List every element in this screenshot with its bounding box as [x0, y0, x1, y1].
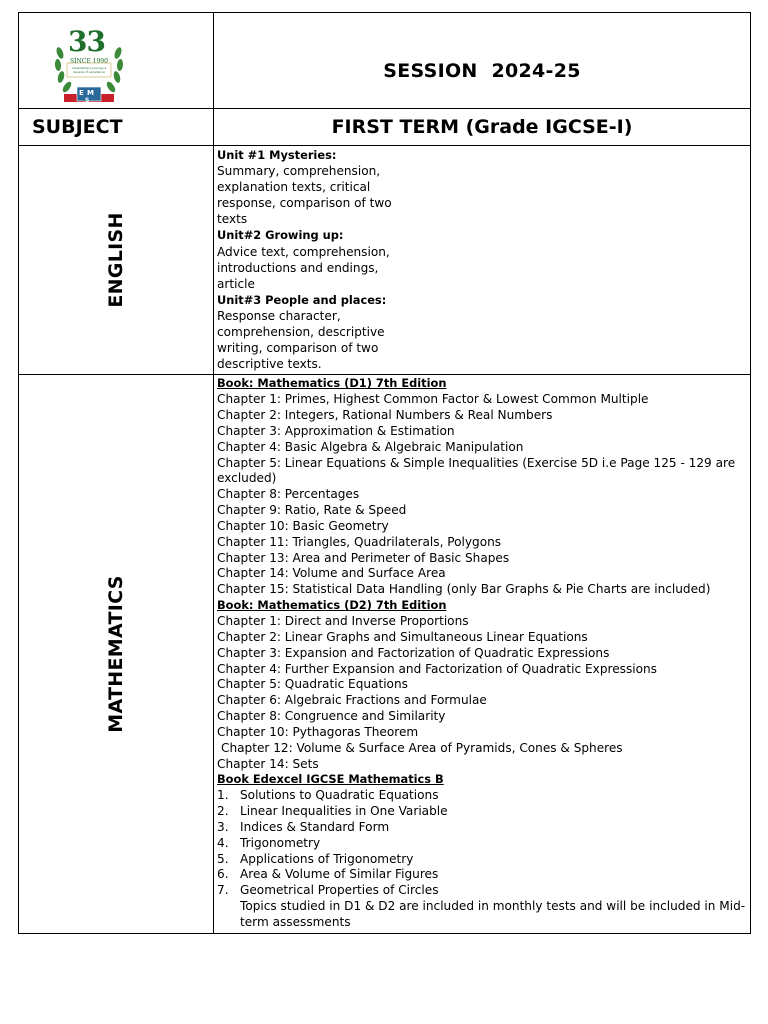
list-item [217, 836, 748, 852]
item-text: Area & Volume of Similar Figures [240, 867, 439, 882]
item-text: Solutions to Quadratic Equations [240, 788, 439, 803]
item-number: 5. [217, 851, 229, 866]
english-subject-cell [19, 146, 214, 375]
mathematics-label: MATHEMATICS [105, 575, 127, 733]
chapter-item: Chapter 2: Integers, Rational Numbers & Real Numbers [217, 408, 553, 422]
mathematics-row [19, 375, 751, 934]
item-number: 7. [217, 883, 229, 898]
english-label: ENGLISH [105, 212, 127, 308]
item-text: Geometrical Properties of Circles [240, 883, 439, 898]
unit-line: Summary, comprehension, [217, 164, 381, 179]
d2-chapter-list [217, 614, 748, 772]
unit-line: Advice text, comprehension, [217, 244, 390, 259]
unit-line: article [217, 276, 255, 291]
chapter-item: Chapter 6: Algebraic Fractions and Formulae [217, 693, 487, 708]
logo-cell [19, 13, 214, 109]
item-number: 1. [217, 788, 229, 803]
session-cell [214, 13, 751, 109]
unit-line: Response character, [217, 308, 341, 323]
book-title-d1: Book: Mathematics (D1) 7th Edition [217, 376, 447, 391]
chapter-item: Chapter 8: Percentages [217, 487, 360, 502]
logo-letter-s: S [85, 97, 90, 104]
logo-since: SINCE 1990 [70, 58, 108, 65]
english-unit-3 [217, 292, 407, 372]
chapter-item: Chapter 15: Statistical Data Handling (only Bar Graphs & Pie Charts are included) [217, 582, 711, 597]
chapter-item: Chapter 10: Basic Geometry [217, 518, 389, 533]
unit-title: Unit#2 Growing up: [217, 228, 344, 243]
english-unit-1 [217, 147, 407, 227]
item-text: Indices & Standard Form [240, 819, 390, 834]
logo-tagline: celebrating a journey a decade of excellence [71, 67, 107, 74]
chapter-item: Chapter 3: Expansion and Factorization of Quadratic Expressions [217, 645, 610, 660]
chapter-item: Chapter 1: Direct and Inverse Proportions [217, 613, 469, 628]
title-row [19, 13, 751, 109]
item-number: 6. [217, 867, 229, 882]
list-item [217, 867, 748, 883]
chapter-item: Chapter 2: Linear Graphs and Simultaneous Linear Equations [217, 629, 588, 644]
unit-line: descriptive texts. [217, 357, 322, 372]
logo-letter-e: E [79, 89, 84, 97]
edexcel-topic-list [217, 788, 748, 931]
list-item [217, 852, 748, 868]
chapter-item: Chapter 14: Volume and Surface Area [217, 566, 446, 581]
unit-line: texts [217, 212, 248, 227]
chapter-item: Chapter 14: Sets [217, 756, 319, 771]
chapter-item: Chapter 4: Basic Algebra & Algebraic Manipulation [217, 439, 524, 454]
header-row [19, 109, 751, 146]
unit-line: comprehension, descriptive [217, 325, 385, 340]
book-title-d2: Book: Mathematics (D2) 7th Edition [217, 598, 447, 613]
list-item [217, 804, 748, 820]
chapter-item: Chapter 5: Quadratic Equations [217, 677, 408, 692]
session-title: SESSION 2024-25 [383, 59, 581, 82]
unit-line: explanation texts, critical [217, 180, 371, 195]
list-item [217, 788, 748, 804]
chapter-item: Chapter 9: Ratio, Rate & Speed [217, 503, 407, 518]
chapter-item: Chapter 13: Area and Perimeter of Basic Shapes [217, 550, 510, 565]
unit-line: response, comparison of two [217, 196, 392, 211]
chapter-item: Chapter 8: Congruence and Similarity [217, 709, 446, 724]
chapter-item: Chapter 5: Linear Equations & Simple Inequalities (Exercise 5D i.e Page 125 - 129 are [217, 455, 736, 470]
logo-number: 33 [68, 25, 105, 58]
item-number: 2. [217, 804, 229, 819]
chapter-item: Chapter 11: Triangles, Quadrilaterals, Polygons [217, 534, 502, 549]
mathematics-subject-cell [19, 375, 214, 934]
english-unit-2 [217, 227, 407, 291]
chapter-item: excluded) [217, 471, 277, 486]
assessment-note: Topics studied in D1 & D2 are included in monthly tests and will be included in Mid-term assessments [240, 899, 746, 929]
book-title-edexcel: Book Edexcel IGCSE Mathematics B [217, 772, 444, 787]
item-text: Applications of Trigonometry [240, 851, 414, 866]
chapter-item: Chapter 3: Approximation & Estimation [217, 423, 455, 438]
unit-line: writing, comparison of two [217, 341, 379, 356]
item-number: 4. [217, 835, 229, 850]
chapter-item: Chapter 1: Primes, Highest Common Factor & Lowest Common Multiple [217, 392, 649, 407]
english-content-cell [214, 146, 751, 375]
unit-title: Unit #1 Mysteries: [217, 148, 337, 162]
term-header: FIRST TERM (Grade IGCSE-I) [214, 109, 751, 146]
syllabus-table [18, 12, 751, 934]
subject-header: SUBJECT [19, 109, 214, 146]
chapter-item: Chapter 10: Pythagoras Theorem [217, 724, 419, 739]
mathematics-content-cell [214, 375, 751, 934]
item-text: Linear Inequalities in One Variable [240, 804, 448, 819]
item-text: Trigonometry [240, 835, 321, 850]
item-number: 3. [217, 819, 229, 834]
unit-title: Unit#3 People and places: [217, 292, 387, 307]
list-item [217, 883, 748, 899]
d1-chapter-list [217, 392, 748, 598]
list-item [217, 820, 748, 836]
chapter-item: Chapter 12: Volume & Surface Area of Pyramids, Cones & Spheres [221, 740, 623, 755]
chapter-item: Chapter 4: Further Expansion and Factorization of Quadratic Expressions [217, 661, 657, 676]
logo-letter-m: M [87, 89, 94, 97]
english-row [19, 146, 751, 375]
unit-line: introductions and endings, [217, 260, 379, 275]
